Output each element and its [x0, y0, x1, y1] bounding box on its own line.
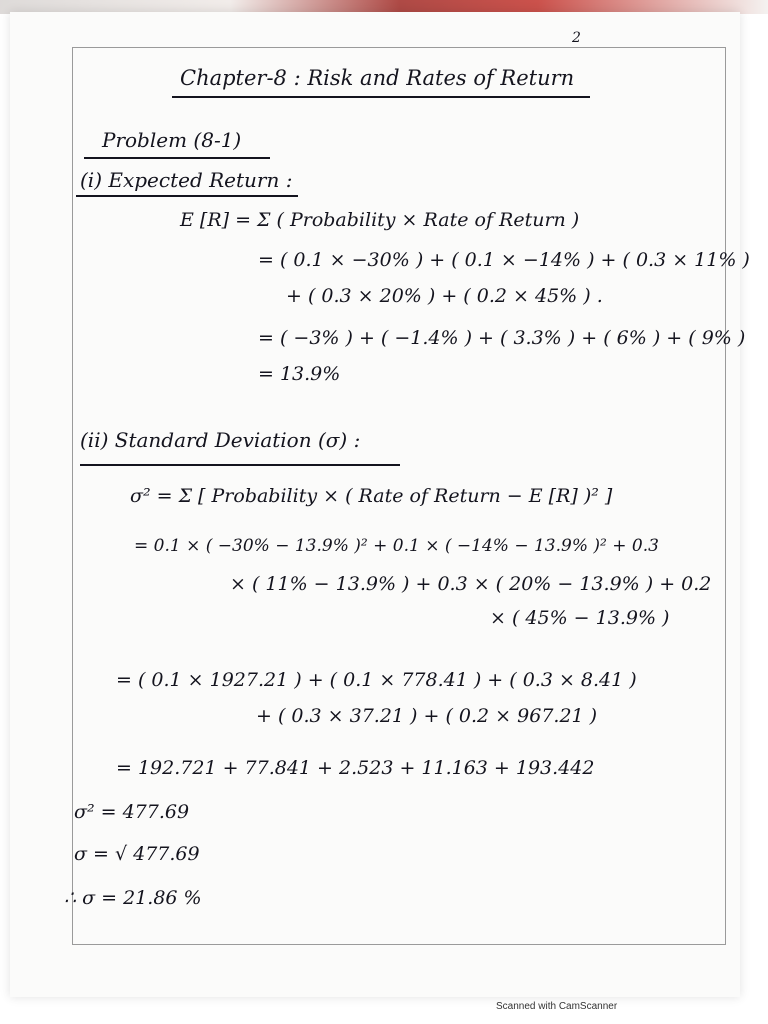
scanner-watermark: Scanned with CamScanner: [496, 1001, 618, 1012]
variance-line-1: = 0.1 × ( −30% − 13.9% )² + 0.1 × ( −14% − 13.9% )² + 0.3: [134, 536, 659, 556]
variance-result: σ² = 477.69: [74, 801, 190, 823]
variance-formula: σ² = Σ [ Probability × ( Rate of Return − E [R] )² ]: [130, 485, 613, 507]
variance-line-2: × ( 11% − 13.9% ) + 0.3 × ( 20% − 13.9% ) + 0.2: [230, 573, 712, 595]
expected-return-line-1: = ( 0.1 × −30% ) + ( 0.1 × −14% ) + ( 0.3 × 11% ): [258, 249, 750, 271]
expected-return-result: = 13.9%: [258, 363, 341, 385]
expected-return-line-2: + ( 0.3 × 20% ) + ( 0.2 × 45% ) .: [286, 285, 603, 307]
page-number: 2: [572, 30, 581, 46]
problem-underline: [84, 157, 270, 159]
title-underline: [172, 96, 590, 98]
std-dev-sqrt: σ = √ 477.69: [74, 843, 200, 865]
expected-return-underline: [76, 195, 298, 197]
page-title: Chapter-8 : Risk and Rates of Return: [180, 66, 575, 90]
variance-line-3: × ( 45% − 13.9% ): [490, 607, 670, 629]
problem-label: Problem (8-1): [102, 128, 242, 152]
expected-return-line-3: = ( −3% ) + ( −1.4% ) + ( 3.3% ) + ( 6% ) + ( 9% ): [258, 327, 746, 349]
expected-return-heading: (i) Expected Return :: [80, 168, 293, 192]
std-dev-result: ∴ σ = 21.86 %: [64, 887, 202, 909]
expected-return-formula: E [R] = Σ ( Probability × Rate of Return ): [180, 209, 580, 231]
std-dev-heading: (ii) Standard Deviation (σ) :: [80, 428, 361, 452]
variance-sum-line: = 192.721 + 77.841 + 2.523 + 11.163 + 193.442: [116, 757, 595, 779]
variance-line-5: + ( 0.3 × 37.21 ) + ( 0.2 × 967.21 ): [256, 705, 598, 727]
variance-line-4: = ( 0.1 × 1927.21 ) + ( 0.1 × 778.41 ) + ( 0.3 × 8.41 ): [116, 669, 637, 691]
std-dev-underline: [80, 464, 400, 466]
